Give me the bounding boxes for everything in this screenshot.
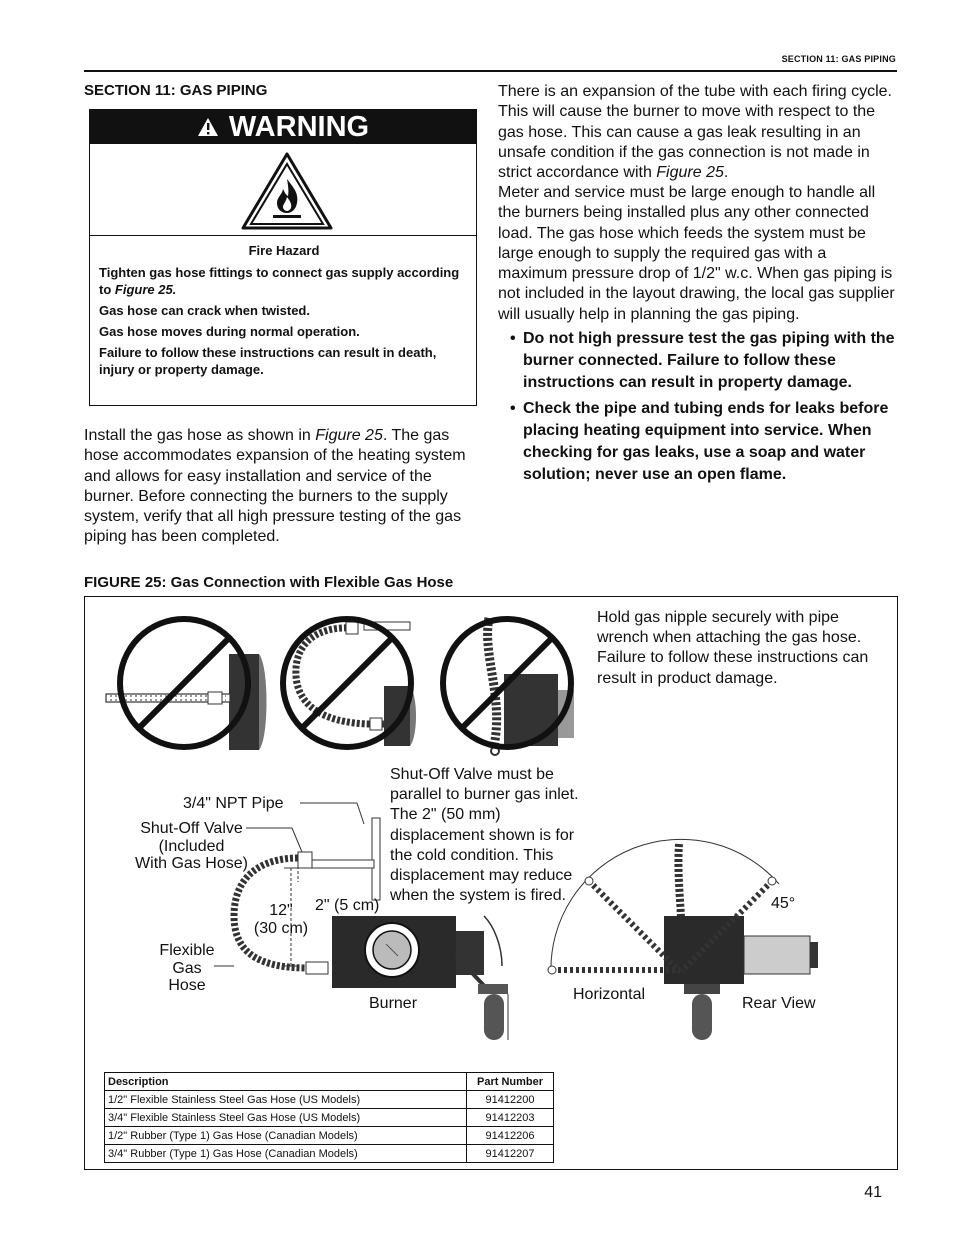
flexible-hose-label: Flexible Gas Hose — [159, 942, 215, 994]
warning-line-1-figref: Figure 25. — [114, 282, 177, 297]
table-cell: 91412200 — [467, 1091, 554, 1109]
warning-line-2: Gas hose can crack when twisted. — [99, 303, 310, 318]
meter-paragraph: Meter and service must be large enough to handle all the burners being installed plus any other connected load. The gas hose which feeds the system must be large enough to supply the required gas with a maximum pressure drop of 1/2" w.c. When gas piping is not included in the layout drawing, the local gas supplier will usually help in planning the gas piping. — [498, 184, 895, 323]
table-cell: 91412203 — [467, 1109, 554, 1127]
valve-note: Shut-Off Valve must be parallel to burner gas inlet. The 2" (50 mm) displacement shown is for the cold condition. This displacement may reduce when the system is fired. — [390, 766, 579, 905]
wrench-note: Hold gas nipple securely with pipe wrench when attaching the gas hose. Failure to follow these instructions can result in product damage. — [597, 609, 869, 687]
header-rule — [84, 70, 897, 72]
running-head: SECTION 11: GAS PIPING — [781, 54, 896, 64]
npt-pipe-label: 3/4" NPT Pipe — [183, 795, 284, 812]
warning-banner — [90, 110, 476, 144]
install-paragraph — [84, 426, 484, 548]
expansion-paragraph-figref: Figure 25 — [656, 164, 724, 182]
warning-line-1-text: Tighten gas hose fittings to connect gas supply according to — [99, 265, 460, 297]
burner-label: Burner — [369, 995, 418, 1012]
hazard-title: Fire Hazard — [248, 243, 320, 258]
fire-hazard-icon — [240, 151, 334, 231]
prohibited-twisted-hose — [283, 619, 416, 747]
table-cell: 3/4" Flexible Stainless Steel Gas Hose (US Models) — [105, 1109, 467, 1127]
bullet-text-1: Do not high pressure test the gas piping with the burner connected. Failure to follow these instructions can result in property damage. — [523, 330, 895, 391]
expansion-paragraph-a: There is an expansion of the tube with each firing cycle. This will cause the burner to move with respect to the gas hose. This can cause a gas leak resulting in an unsafe condition if the gas connection is not made in strict accordance with — [498, 83, 892, 182]
displacement-label: 2" (5 cm) — [315, 897, 380, 914]
hose-length-label: 12" (30 cm) — [253, 902, 309, 937]
page-number: 41 — [864, 1184, 882, 1201]
bullet-text-2: Check the pipe and tubing ends for leaks before placing heating equipment into service. When checking for gas leaks, use a soap and water solution; never use an open flame. — [523, 400, 889, 483]
install-paragraph-figref: Figure 25 — [315, 427, 383, 444]
parts-table — [104, 1072, 554, 1163]
column-header: Part Number — [467, 1073, 554, 1091]
column-header: Description — [105, 1073, 467, 1091]
table-row — [105, 1145, 554, 1163]
table-row — [105, 1109, 554, 1127]
warning-box — [89, 109, 477, 406]
warning-line-1 — [99, 264, 469, 298]
rear-view-label: Rear View — [742, 995, 816, 1012]
bullet-dot: • — [510, 330, 516, 347]
warning-line-4: Failure to follow these instructions can result in death, injury or property damage. — [99, 345, 437, 377]
table-row — [105, 1091, 554, 1109]
warning-divider — [90, 235, 476, 236]
table-cell: 91412207 — [467, 1145, 554, 1163]
table-cell: 1/2" Flexible Stainless Steel Gas Hose (US Models) — [105, 1091, 467, 1109]
table-cell: 91412206 — [467, 1127, 554, 1145]
expansion-paragraph-c: . — [723, 164, 729, 182]
bullet-item-1 — [510, 328, 895, 394]
warning-text — [99, 242, 469, 382]
prohibited-vertical-hose — [443, 618, 574, 755]
install-paragraph-a: Install the gas hose as shown in — [84, 427, 316, 444]
section-title: SECTION 11: GAS PIPING — [84, 82, 268, 99]
expansion-paragraph — [498, 82, 898, 183]
table-cell: 3/4" Rubber (Type 1) Gas Hose (Canadian Models) — [105, 1145, 467, 1163]
warning-banner-label: WARNING — [228, 110, 370, 143]
bullet-dot: • — [510, 400, 516, 417]
prohibited-straight-hose — [106, 619, 267, 750]
shutoff-valve-label: Shut-Off Valve (Included With Gas Hose) — [135, 820, 248, 872]
warning-line-3: Gas hose moves during normal operation. — [99, 324, 360, 339]
install-paragraph-c: . The gas hose accommodates expansion of the heating system and allows for easy installation and service of the burner. Before connecting the burners to the supply system, verify that all high pressure testing of the gas piping has been completed. — [84, 427, 466, 546]
bullet-item-2 — [510, 398, 895, 486]
figure-title: FIGURE 25: Gas Connection with Flexible Gas Hose — [84, 574, 454, 591]
table-header-row — [105, 1073, 554, 1091]
warning-triangle-icon — [197, 117, 219, 137]
table-row — [105, 1127, 554, 1145]
table-cell: 1/2" Rubber (Type 1) Gas Hose (Canadian Models) — [105, 1127, 467, 1145]
horizontal-label: Horizontal — [573, 986, 646, 1003]
angle-label: 45° — [771, 895, 796, 912]
